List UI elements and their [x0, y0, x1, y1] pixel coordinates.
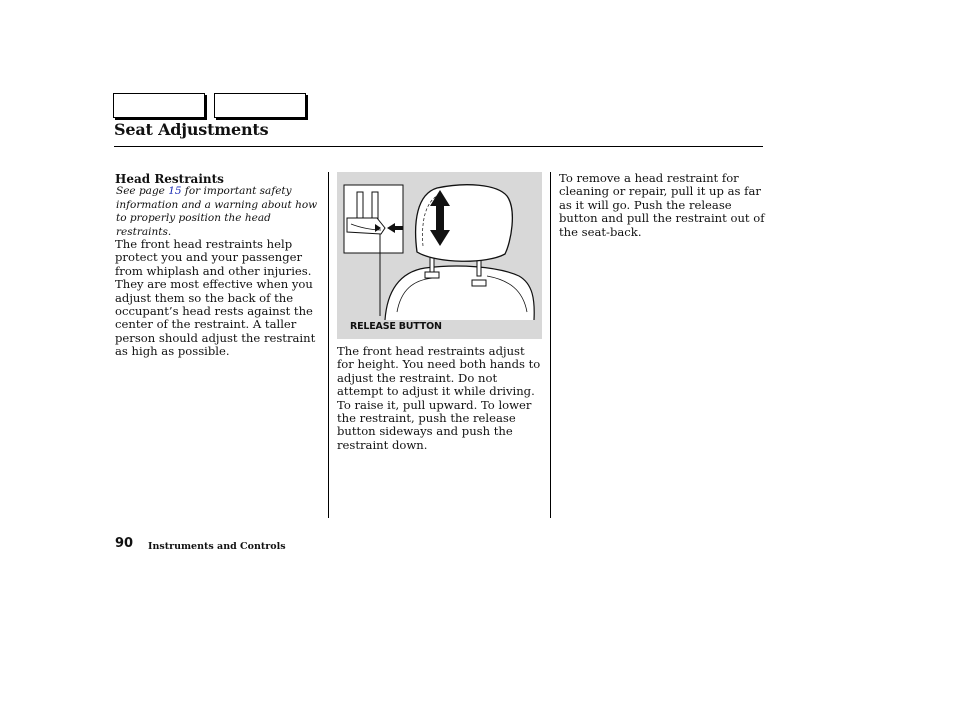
head-restraint-drawing — [337, 172, 542, 339]
column-divider — [328, 172, 329, 518]
figure-label: RELEASE BUTTON — [350, 321, 442, 332]
section-tab-box — [113, 93, 205, 118]
head-restraint-illustration — [337, 172, 542, 339]
note-prefix: See page — [116, 185, 169, 197]
page-reference-link[interactable]: 15 — [168, 185, 182, 197]
page-number: 90 — [115, 536, 134, 551]
adjustment-paragraph: The front head restraints adjust for height. You need both hands to adjust the restraint. Do not attempt to adjust it while driving. To raise it, pull upward. To lower the restraint, push the release button sideways and push the restraint down. — [337, 344, 541, 452]
note-suffix: for important safety information and a warning about how to properly position the head restraints. — [116, 185, 318, 238]
column-divider — [550, 172, 551, 518]
footer-section-title: Instruments and Controls — [148, 541, 286, 552]
removal-paragraph: To remove a head restraint for cleaning or repair, pull it up as far as it will go. Push the release button and pull the restraint out of the seat-back. — [559, 171, 765, 239]
page-title: Seat Adjustments — [114, 120, 269, 139]
section-heading: Head Restraints — [115, 172, 224, 186]
section-tab-box — [214, 93, 306, 118]
title-divider — [114, 146, 763, 147]
head-restraints-paragraph: The front head restraints help protect you and your passenger from whiplash and other injuries. They are most effective when you adjust them so the back of the occupant’s head rests against the center of the restraint. A taller person should adjust the restraint as high as possible. — [115, 237, 316, 359]
safety-note — [116, 185, 326, 239]
